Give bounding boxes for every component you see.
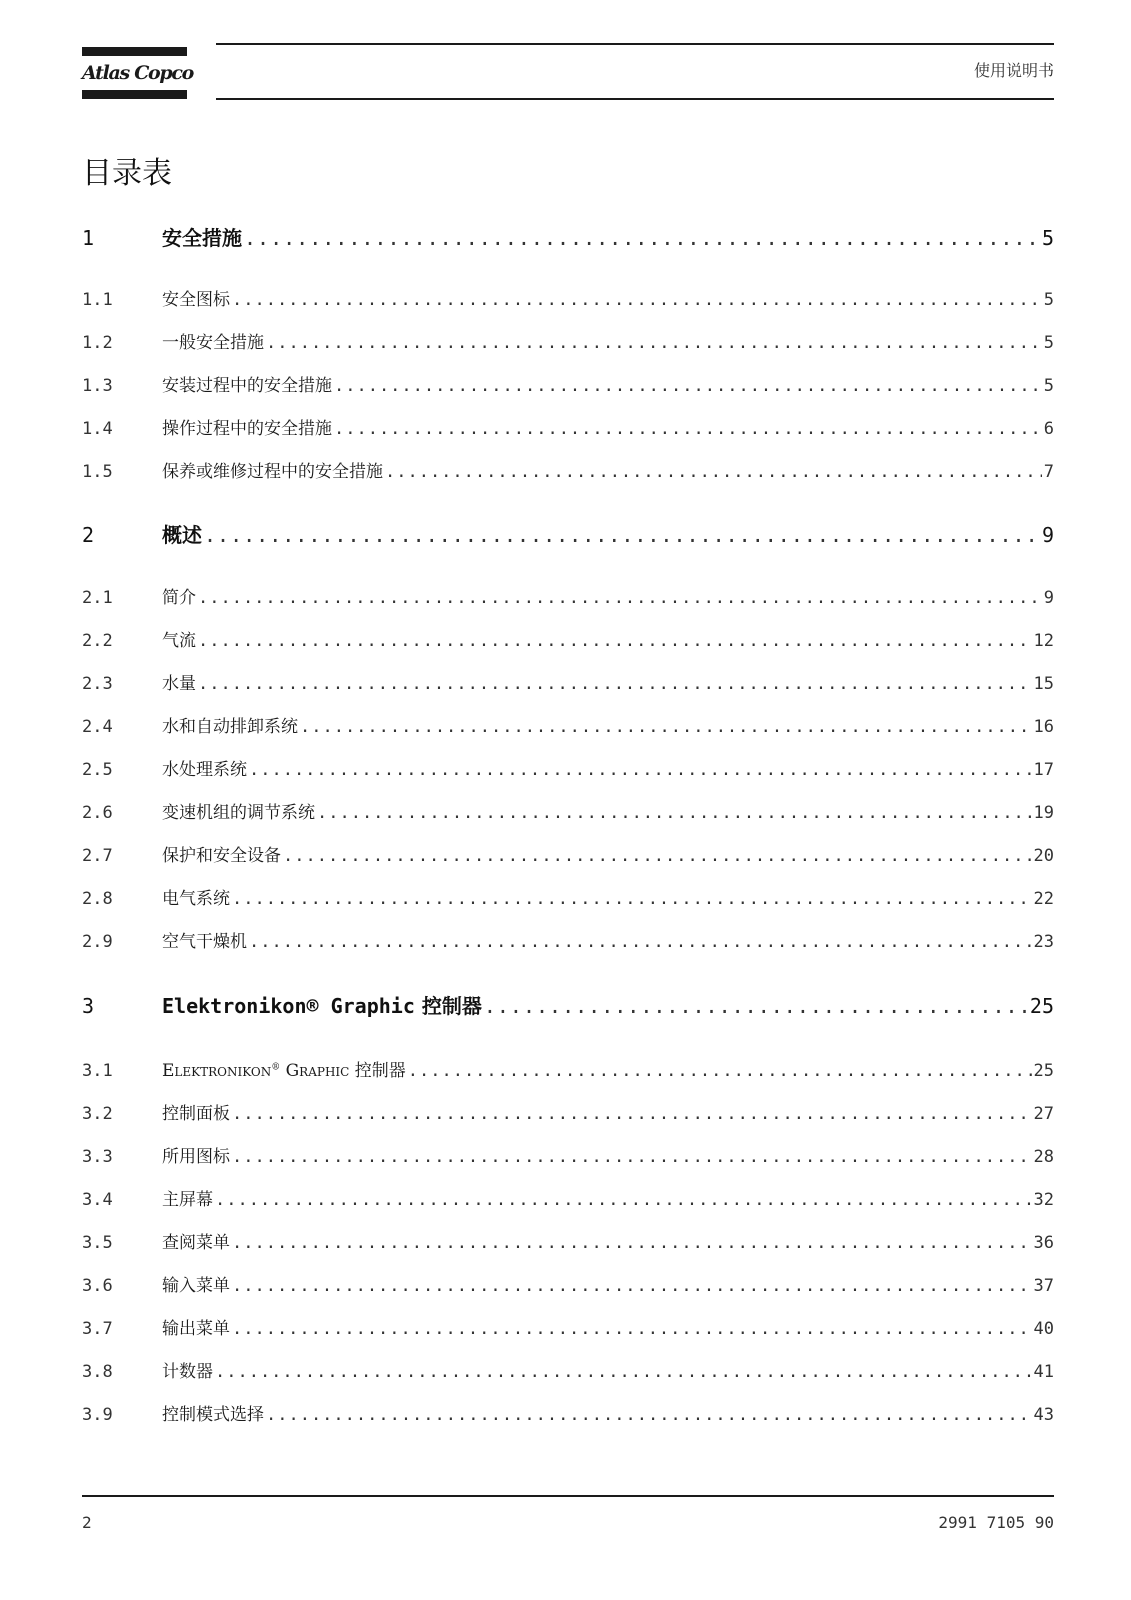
toc-leader xyxy=(196,588,1042,608)
toc-section-3-1[interactable] xyxy=(82,1056,1054,1082)
toc-title: 电气系统 xyxy=(162,889,230,909)
registered-mark: ® xyxy=(271,1062,281,1073)
toc-title: 控制模式选择 xyxy=(162,1405,264,1425)
toc-section-1-2[interactable] xyxy=(82,328,1054,354)
toc-page: 7 xyxy=(1043,462,1054,482)
toc-title: 一般安全措施 xyxy=(162,333,264,353)
document-number: 2991 7105 90 xyxy=(938,1513,1054,1532)
toc-section-3-5[interactable] xyxy=(82,1228,1054,1254)
toc-title: 计数器 xyxy=(162,1362,213,1382)
toc-number: 1.5 xyxy=(82,462,113,482)
footer-rule xyxy=(82,1495,1054,1497)
header-rule-bottom xyxy=(216,98,1054,100)
toc-title: 保护和安全设备 xyxy=(162,846,281,866)
toc-page: 25 xyxy=(1029,994,1054,1018)
toc-section-2-3[interactable] xyxy=(82,669,1054,695)
toc-title: 输出菜单 xyxy=(162,1319,230,1339)
toc-title-brand: Elektronikon xyxy=(162,1061,272,1081)
toc-leader xyxy=(281,846,1032,866)
toc-title: 主屏幕 xyxy=(162,1190,213,1210)
toc-title: 变速机组的调节系统 xyxy=(162,803,315,823)
toc-leader xyxy=(230,290,1042,310)
toc-number: 2.8 xyxy=(82,889,113,909)
toc-leader xyxy=(230,889,1032,909)
toc-number: 3.2 xyxy=(82,1104,113,1124)
toc-number: 2.4 xyxy=(82,717,113,737)
toc-leader xyxy=(315,803,1032,823)
toc-title: 水和自动排卸系统 xyxy=(162,717,298,737)
toc-chapter-1[interactable] xyxy=(82,222,1054,252)
document-type: 使用说明书 xyxy=(973,61,1054,80)
toc-page: 22 xyxy=(1033,889,1054,909)
toc-page: 9 xyxy=(1041,523,1054,547)
toc-title: 输入菜单 xyxy=(162,1276,230,1296)
toc-title xyxy=(162,990,482,1019)
toc-section-3-7[interactable] xyxy=(82,1314,1054,1340)
toc-leader xyxy=(230,1104,1032,1124)
toc-section-1-3[interactable] xyxy=(82,371,1054,397)
toc-title-cjk: 控制器 xyxy=(414,994,482,1018)
toc-title: 保养或维修过程中的安全措施 xyxy=(162,462,383,482)
toc-leader xyxy=(383,462,1042,482)
toc-leader xyxy=(196,674,1032,694)
toc-title-latin: Elektronikon® Graphic xyxy=(162,994,415,1018)
toc-leader xyxy=(213,1190,1032,1210)
toc-title xyxy=(162,1056,406,1081)
toc-leader xyxy=(202,523,1040,547)
toc-title: 所用图标 xyxy=(162,1147,230,1167)
toc-section-2-1[interactable] xyxy=(82,583,1054,609)
toc-number: 2.1 xyxy=(82,588,113,608)
toc-page: 5 xyxy=(1041,226,1054,250)
toc-page: 5 xyxy=(1043,376,1054,396)
toc-page: 23 xyxy=(1033,932,1054,952)
toc-title: 水量 xyxy=(162,674,196,694)
toc-section-3-4[interactable] xyxy=(82,1185,1054,1211)
toc-leader xyxy=(230,1233,1032,1253)
toc-section-2-5[interactable] xyxy=(82,755,1054,781)
toc-page: 6 xyxy=(1043,419,1054,439)
toc-title: 简介 xyxy=(162,588,196,608)
toc-number: 1.4 xyxy=(82,419,113,439)
toc-title: 水处理系统 xyxy=(162,760,247,780)
toc-number: 1.3 xyxy=(82,376,113,396)
toc-title-graphic: Graphic xyxy=(280,1061,350,1081)
toc-leader xyxy=(298,717,1032,737)
toc-title: 空气干燥机 xyxy=(162,932,247,952)
toc-page: 12 xyxy=(1033,631,1054,651)
toc-leader xyxy=(406,1061,1032,1081)
toc-number: 2.2 xyxy=(82,631,113,651)
toc-section-3-3[interactable] xyxy=(82,1142,1054,1168)
toc-section-3-2[interactable] xyxy=(82,1099,1054,1125)
toc-number: 3.3 xyxy=(82,1147,113,1167)
toc-leader xyxy=(213,1362,1032,1382)
toc-page: 40 xyxy=(1033,1319,1054,1339)
toc-leader xyxy=(230,1319,1032,1339)
toc-leader xyxy=(230,1147,1032,1167)
toc-leader xyxy=(332,376,1042,396)
toc-leader xyxy=(482,994,1028,1018)
toc-number: 2.7 xyxy=(82,846,113,866)
toc-title: 概述 xyxy=(162,523,202,547)
toc-leader xyxy=(242,226,1040,250)
toc-section-3-8[interactable] xyxy=(82,1357,1054,1383)
toc-page: 27 xyxy=(1033,1104,1054,1124)
toc-number: 3.5 xyxy=(82,1233,113,1253)
toc-leader xyxy=(247,932,1032,952)
toc-leader xyxy=(332,419,1042,439)
toc-page: 15 xyxy=(1033,674,1054,694)
toc-leader xyxy=(230,1276,1032,1296)
toc-title: 查阅菜单 xyxy=(162,1233,230,1253)
toc-leader xyxy=(196,631,1032,651)
toc-leader xyxy=(264,1405,1032,1425)
toc-leader xyxy=(247,760,1032,780)
toc-number: 2 xyxy=(82,523,95,547)
toc-number: 3.1 xyxy=(82,1061,113,1081)
toc-section-3-9[interactable] xyxy=(82,1400,1054,1426)
toc-title: 安装过程中的安全措施 xyxy=(162,376,332,396)
toc-section-3-6[interactable] xyxy=(82,1271,1054,1297)
toc-page: 16 xyxy=(1033,717,1054,737)
toc-number: 3.6 xyxy=(82,1276,113,1296)
page-number: 2 xyxy=(82,1513,92,1532)
toc-page: 36 xyxy=(1033,1233,1054,1253)
toc-section-2-2[interactable] xyxy=(82,626,1054,652)
logo-bar-bottom xyxy=(82,90,187,99)
toc-number: 3 xyxy=(82,994,95,1018)
toc-section-1-1[interactable] xyxy=(82,285,1054,311)
toc-title-cjk: 控制器 xyxy=(349,1061,406,1081)
toc-section-2-4[interactable] xyxy=(82,712,1054,738)
toc-page: 17 xyxy=(1033,760,1054,780)
toc-section-2-8[interactable] xyxy=(82,884,1054,910)
toc-number: 3.9 xyxy=(82,1405,113,1425)
atlas-copco-logo xyxy=(82,47,194,99)
toc-title: 控制面板 xyxy=(162,1104,230,1124)
toc-section-1-5[interactable] xyxy=(82,457,1054,483)
toc-title: 气流 xyxy=(162,631,196,651)
toc-page: 25 xyxy=(1033,1061,1054,1081)
toc-page: 5 xyxy=(1043,333,1054,353)
toc-page: 43 xyxy=(1033,1405,1054,1425)
toc-title: 安全图标 xyxy=(162,290,230,310)
toc-number: 1.1 xyxy=(82,290,113,310)
toc-number: 1.2 xyxy=(82,333,113,353)
toc-page: 41 xyxy=(1033,1362,1054,1382)
toc-section-1-4[interactable] xyxy=(82,414,1054,440)
header-rule-top xyxy=(216,43,1054,45)
toc-title: 安全措施 xyxy=(162,226,242,250)
toc-section-2-6[interactable] xyxy=(82,798,1054,824)
toc-number: 2.6 xyxy=(82,803,113,823)
toc-page: 28 xyxy=(1033,1147,1054,1167)
toc-page: 19 xyxy=(1033,803,1054,823)
logo-wordmark: Atlas Copco xyxy=(82,62,194,84)
toc-chapter-3[interactable] xyxy=(82,990,1054,1020)
toc-number: 3.7 xyxy=(82,1319,113,1339)
toc-title: 操作过程中的安全措施 xyxy=(162,419,332,439)
toc-number: 2.3 xyxy=(82,674,113,694)
toc-chapter-2[interactable] xyxy=(82,519,1054,549)
toc-page: 37 xyxy=(1033,1276,1054,1296)
toc-section-2-7[interactable] xyxy=(82,841,1054,867)
toc-number: 2.5 xyxy=(82,760,113,780)
toc-leader xyxy=(264,333,1042,353)
toc-number: 1 xyxy=(82,226,95,250)
toc-page: 9 xyxy=(1043,588,1054,608)
logo-bar-top xyxy=(82,47,187,56)
page-title: 目录表 xyxy=(82,156,172,191)
toc-page: 32 xyxy=(1033,1190,1054,1210)
toc-section-2-9[interactable] xyxy=(82,927,1054,953)
toc-page: 20 xyxy=(1033,846,1054,866)
toc-page: 5 xyxy=(1043,290,1054,310)
toc-number: 3.4 xyxy=(82,1190,113,1210)
toc-number: 2.9 xyxy=(82,932,113,952)
toc-number: 3.8 xyxy=(82,1362,113,1382)
